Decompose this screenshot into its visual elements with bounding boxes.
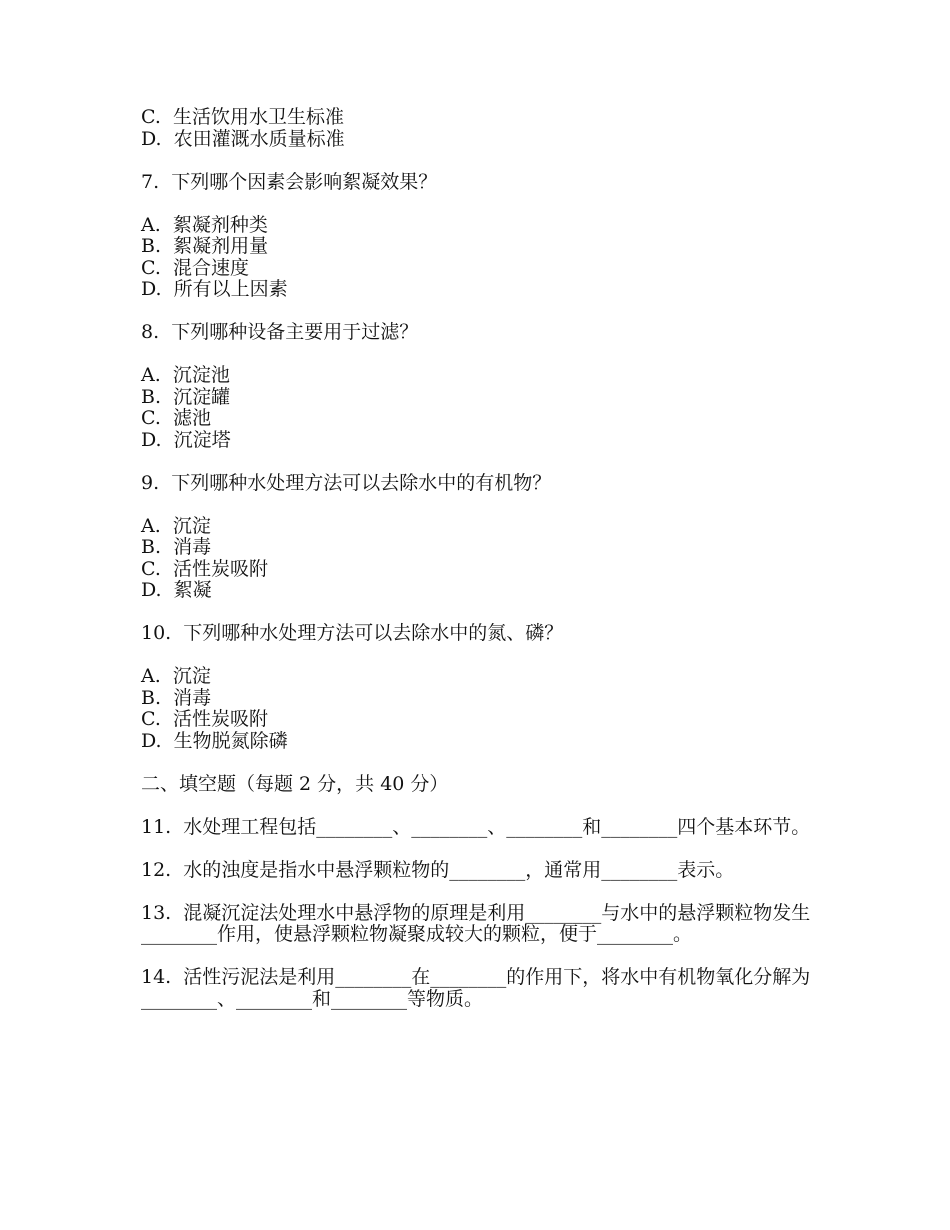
option-d: D. 所有以上因素 <box>141 278 288 300</box>
question-8 <box>141 322 811 451</box>
option-b: B. 沉淀罐 <box>141 385 231 408</box>
question-stem: 9. 下列哪种水处理方法可以去除水中的有机物？ <box>141 471 552 494</box>
question-stem: 7. 下列哪个因素会影响絮凝效果？ <box>141 170 438 193</box>
fill-blank-question-13: 13. 混凝沉淀法处理水中悬浮物的原理是利用________与水中的悬浮颗粒物发生________作用，使悬浮颗粒物凝聚成较大的颗粒，便于________。 <box>141 901 811 945</box>
fill-blank-question-12: 12. 水的浊度是指水中悬浮颗粒物的________，通常用________表示。 <box>141 858 735 881</box>
question-6-options-continued <box>141 107 811 150</box>
option-c: C. 活性炭吸附 <box>141 708 268 730</box>
option-a: A. 沉淀 <box>141 514 211 537</box>
option-b: B. 消毒 <box>141 686 212 709</box>
question-7 <box>141 172 811 301</box>
question-stem: 8. 下列哪种设备主要用于过滤？ <box>141 321 419 343</box>
page-content <box>141 107 811 1010</box>
question-10 <box>141 623 811 752</box>
option-c: C. 生活饮用水卫生标准 <box>141 106 344 128</box>
option-a: A. 絮凝剂种类 <box>141 213 268 236</box>
option-d: D. 絮凝 <box>141 579 212 601</box>
fill-blank-question-11: 11. 水处理工程包括________、________、________和________四个基本环节。 <box>141 815 811 838</box>
option-d: D. 生物脱氮除磷 <box>141 729 288 752</box>
question-9 <box>141 473 811 602</box>
question-stem: 10. 下列哪种水处理方法可以去除水中的氮、磷？ <box>141 622 564 644</box>
option-c: C. 活性炭吸附 <box>141 557 268 580</box>
option-a: A. 沉淀 <box>141 665 211 687</box>
option-a: A. 沉淀池 <box>141 364 230 386</box>
option-c: C. 混合速度 <box>141 256 249 279</box>
section-heading-fill-in: 二、填空题（每题 2 分，共 40 分） <box>141 772 449 795</box>
option-b: B. 絮凝剂用量 <box>141 235 269 257</box>
option-d: D. 沉淀塔 <box>141 428 231 451</box>
fill-blank-question-14: 14. 活性污泥法是利用________在________的作用下，将水中有机物氧化分解为________、________和________等物质。 <box>141 966 811 1010</box>
option-d: D. 农田灌溉水质量标准 <box>141 127 345 150</box>
option-b: B. 消毒 <box>141 536 212 558</box>
option-c: C. 滤池 <box>141 407 211 429</box>
